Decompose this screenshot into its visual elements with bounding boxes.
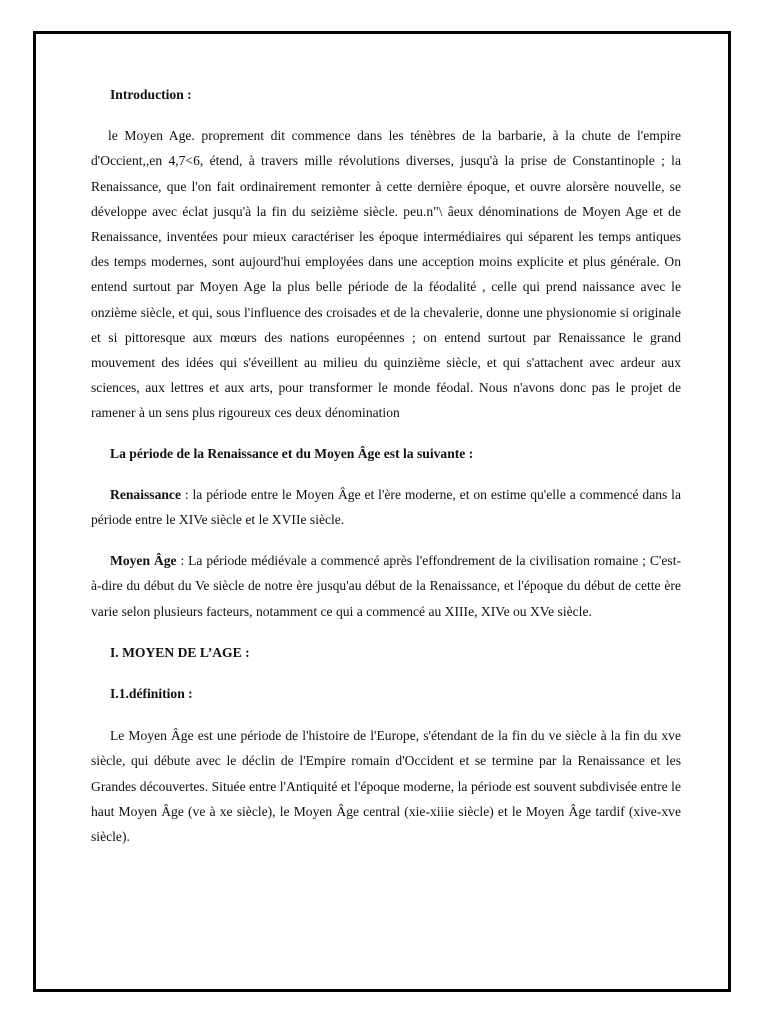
document-body <box>91 82 681 849</box>
section-heading: I. MOYEN DE L’AGE : <box>110 644 250 660</box>
moyen-age-paragraph <box>91 548 681 624</box>
renaissance-term: Renaissance <box>110 486 181 502</box>
intro-heading: Introduction : <box>110 87 192 102</box>
moyen-age-term: Moyen Âge <box>110 553 177 569</box>
renaissance-paragraph <box>91 482 681 532</box>
intro-paragraph: le Moyen Age. proprement dit commence dans les ténèbres de la barbarie, à la chute de l'empire d'Occient,,en 4,7<6, étend, à travers mille révolutions diverses, jusqu'à la prise de Constantinople ; la Renaissance, que l'on fait ordinairement remonter à cette dernière époque, et ouvre alorsère nouvelle, se développe avec éclat jusqu'à la fin du seizième siècle. peu.n"\ âeux dénominations de Moyen Age et de Renaissance, inventées pour mieux caractériser les époque intermédiaires qui séparent les temps antiques des temps modernes, sont aujourd'hui employées dans une acception moins explicite et plus générale. On entend surtout par Moyen Age la plus belle période de la féodalité , celle qui prend naissance avec le onzième siècle, et qui, sous l'influence des croisades et de la chevalerie, donne une physionomie si originale et si pittoresque aux mœurs des nations européennes ; on entend surtout par Renaissance le grand mouvement des idées qui s'éveillent au milieu du quinzième siècle, et qui s'attachent avec ardeur aux sciences, aux lettres et aux arts, pour transformer le monde féodal. Nous n'avons donc pas le projet de ramener à un sens plus rigoureux ces deux dénomination <box>91 128 681 421</box>
moyen-age-text: : La période médiévale a commencé après l'effondrement de la civilisation romaine ; C'est-à-dire du début du Ve siècle de notre ère jusqu'au début de la Renaissance, et l'époque du début de cette ère varie selon plusieurs facteurs, notamment ce qui a commencé au XIIIe, XIVe ou XVe siècle. <box>91 553 681 619</box>
definition-paragraph: Le Moyen Âge est une période de l'histoire de l'Europe, s'étendant de la fin du ve siècle à la fin du xve siècle, qui débute avec le déclin de l'Empire romain d'Occident et se termine par la Renaissance et les Grandes découvertes. Située entre l'Antiquité et l'époque moderne, la période est souvent subdivisée entre le haut Moyen Âge (ve à xe siècle), le Moyen Âge central (xie-xiiie siècle) et le Moyen Âge tardif (xive-xve siècle). <box>91 728 681 845</box>
subsection-heading: I.1.définition : <box>110 686 193 702</box>
renaissance-text: : la période entre le Moyen Âge et l'ère moderne, et on estime qu'elle a commencé dans la période entre le XIVe siècle et le XVIIe siècle. <box>91 486 681 528</box>
periods-heading: La période de la Renaissance et du Moyen Âge est la suivante : <box>110 445 474 461</box>
